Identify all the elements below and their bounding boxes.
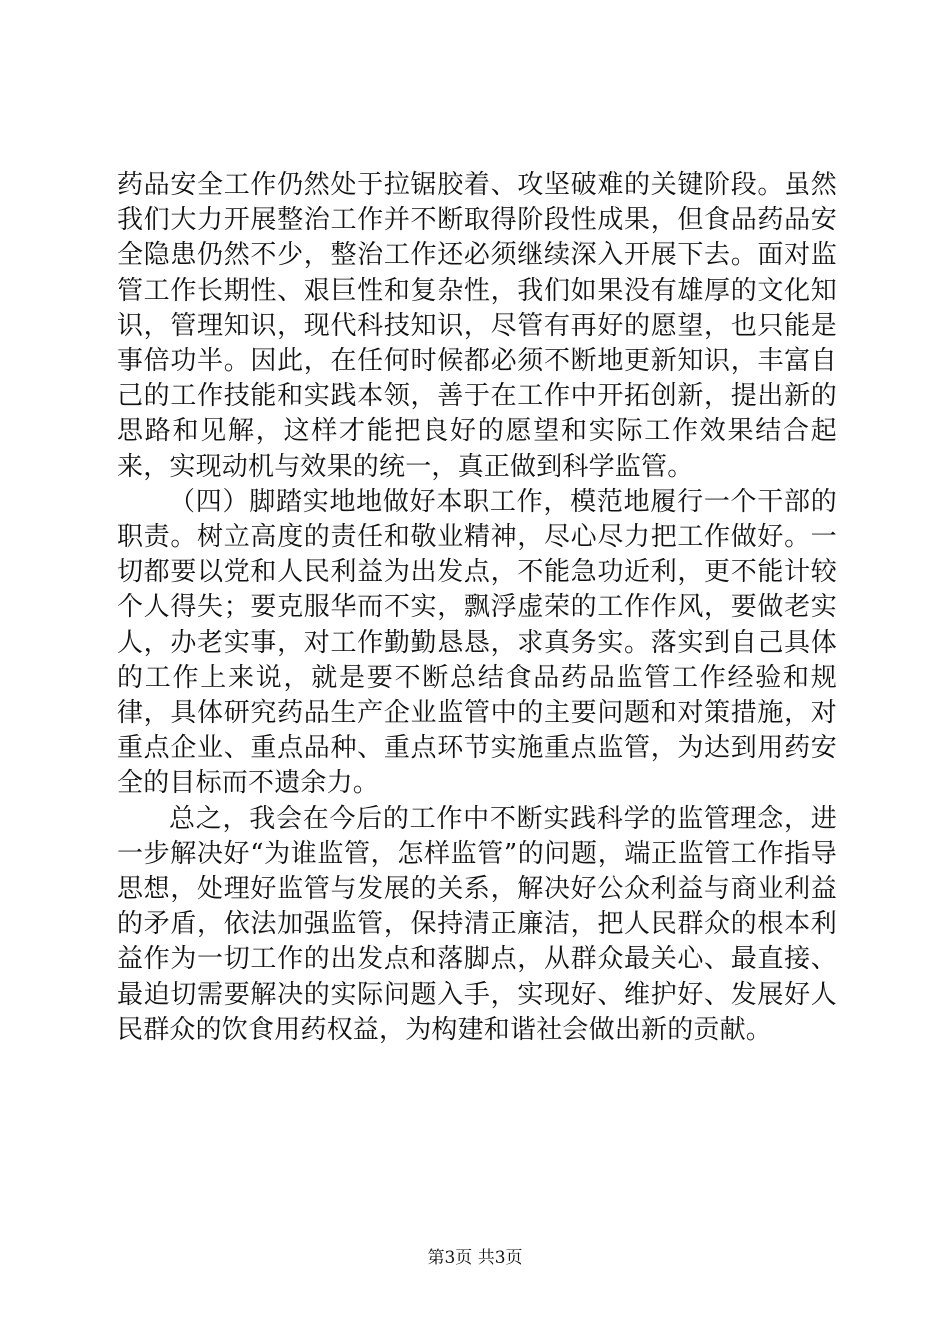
paragraph-3: 总之，我会在今后的工作中不断实践科学的监管理念，进一步解决好“为谁监管，怎样监管”的问题，端正监管工作指导思想，处理好监管与发展的关系，解决好公众利益与商业利益的矛盾，依法加强监管，保持清正廉洁，把人民群众的根本利益作为一切工作的出发点和落脚点，从群众最关心、最直接、最迫切需要解决的实际问题入手，实现好、维护好、发展好人民群众的饮食用药权益，为构建和谐社会做出新的贡献。 xyxy=(117,803,837,1045)
page-footer: 第3页 共3页 xyxy=(427,1248,523,1268)
paragraph-1: 药品安全工作仍然处于拉锯胶着、攻坚破难的关键阶段。虽然我们大力开展整治工作并不断取得阶段性成果，但食品药品安全隐患仍然不少，整治工作还必须继续深入开展下去。面对监管工作长期性、艰巨性和复杂性，我们如果没有雄厚的文化知识，管理知识，现代科技知识，尽管有再好的愿望，也只能是事倍功半。因此，在任何时候都必须不断地更新知识，丰富自己的工作技能和实践本领，善于在工作中开拓创新，提出新的思路和见解，这样才能把良好的愿望和实际工作效果结合起来，实现动机与效果的统一，真正做到科学监管。 xyxy=(117,170,837,482)
document-body xyxy=(117,168,837,1048)
paragraph-2: （四）脚踏实地地做好本职工作，模范地履行一个干部的职责。树立高度的责任和敬业精神，尽心尽力把工作做好。一切都要以党和人民利益为出发点，不能急功近利，更不能计较个人得失；要克服华而不实，飘浮虚荣的工作作风，要做老实人，办老实事，对工作勤勤恳恳，求真务实。落实到自己具体的工作上来说，就是要不断总结食品药品监管工作经验和规律，具体研究药品生产企业监管中的主要问题和对策措施，对重点企业、重点品种、重点环节实施重点监管，为达到用药安全的目标而不遗余力。 xyxy=(117,486,837,799)
